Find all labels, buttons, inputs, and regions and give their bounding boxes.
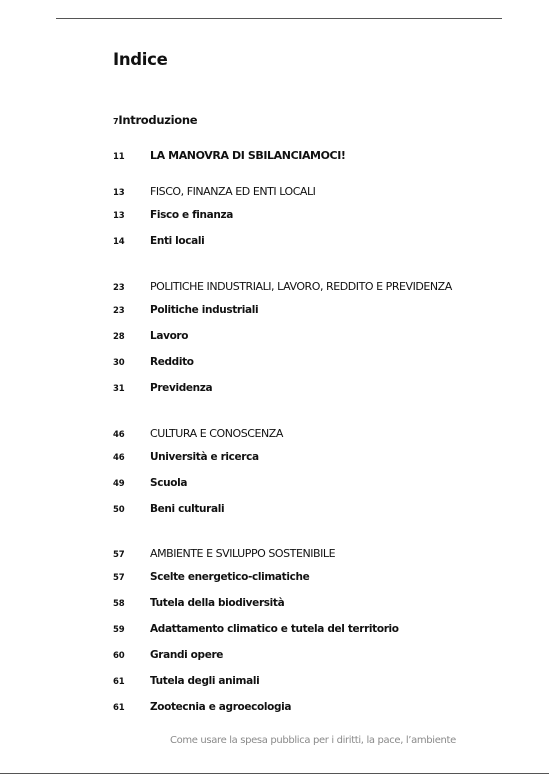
toc-page-number: 13 [113,188,125,198]
toc-page-number: 14 [113,237,125,247]
toc-entry-label: Adattamento climatico e tutela del territorio [150,623,399,635]
toc-section-label: POLITICHE INDUSTRIALI, LAVORO, REDDITO E PREVIDENZA [150,280,452,293]
toc-entry-label: Fisco e finanza [150,209,234,221]
toc-page-number: 57 [113,550,125,560]
toc-entry-label: Tutela degli animali [150,675,260,687]
toc-page-number: 59 [113,625,125,635]
toc-page-number: 61 [113,677,125,687]
toc-section-label: FISCO, FINANZA ED ENTI LOCALI [150,185,316,198]
toc-page-number: 50 [113,505,125,515]
toc-page-number: 46 [113,430,125,440]
toc-entry-label: LA MANOVRA DI SBILANCIAMOCI! [150,149,346,162]
toc-entry-label: Zootecnia e agroecologia [150,701,292,713]
page-title: Indice [113,50,168,69]
toc-entry-label: Lavoro [150,330,189,342]
toc-entry-label: Previdenza [150,382,213,394]
toc-page-number: 28 [113,332,125,342]
toc-page-number: 23 [113,306,125,316]
toc-entry-label: Beni culturali [150,503,225,515]
toc-page-number: 46 [113,453,125,463]
toc-page-number: 60 [113,651,125,661]
toc-page-number: 58 [113,599,125,609]
toc-entry-introduzione[interactable] [113,109,197,128]
toc-entry-label: Enti locali [150,235,205,247]
toc-page-number: 61 [113,703,125,713]
toc-page-number: 31 [113,384,125,394]
page-footer: Come usare la spesa pubblica per i diritti, la pace, l’ambiente [170,735,456,746]
toc-page-number: 49 [113,479,125,489]
toc-entry-label: Reddito [150,356,194,368]
toc-entry-label: Introduzione [118,113,198,127]
toc-entry-label: Scuola [150,477,188,489]
toc-section-label: AMBIENTE E SVILUPPO SOSTENIBILE [150,547,336,560]
toc-page-number: 57 [113,573,125,583]
toc-page-number: 30 [113,358,125,368]
bottom-rule [0,773,549,774]
toc-entry-label: Politiche industriali [150,304,259,316]
toc-page-number: 11 [113,152,125,162]
toc-entry-label: Tutela della biodiversità [150,597,285,609]
toc-page-number: 7 [113,117,119,126]
toc-entry-label: Università e ricerca [150,451,259,463]
toc-entry-label: Grandi opere [150,649,224,661]
toc-section-label: CULTURA E CONOSCENZA [150,427,283,440]
toc-page-number: 13 [113,211,125,221]
toc-entry-label: Scelte energetico-climatiche [150,571,310,583]
top-rule [56,18,502,19]
toc-page-number: 23 [113,283,125,293]
